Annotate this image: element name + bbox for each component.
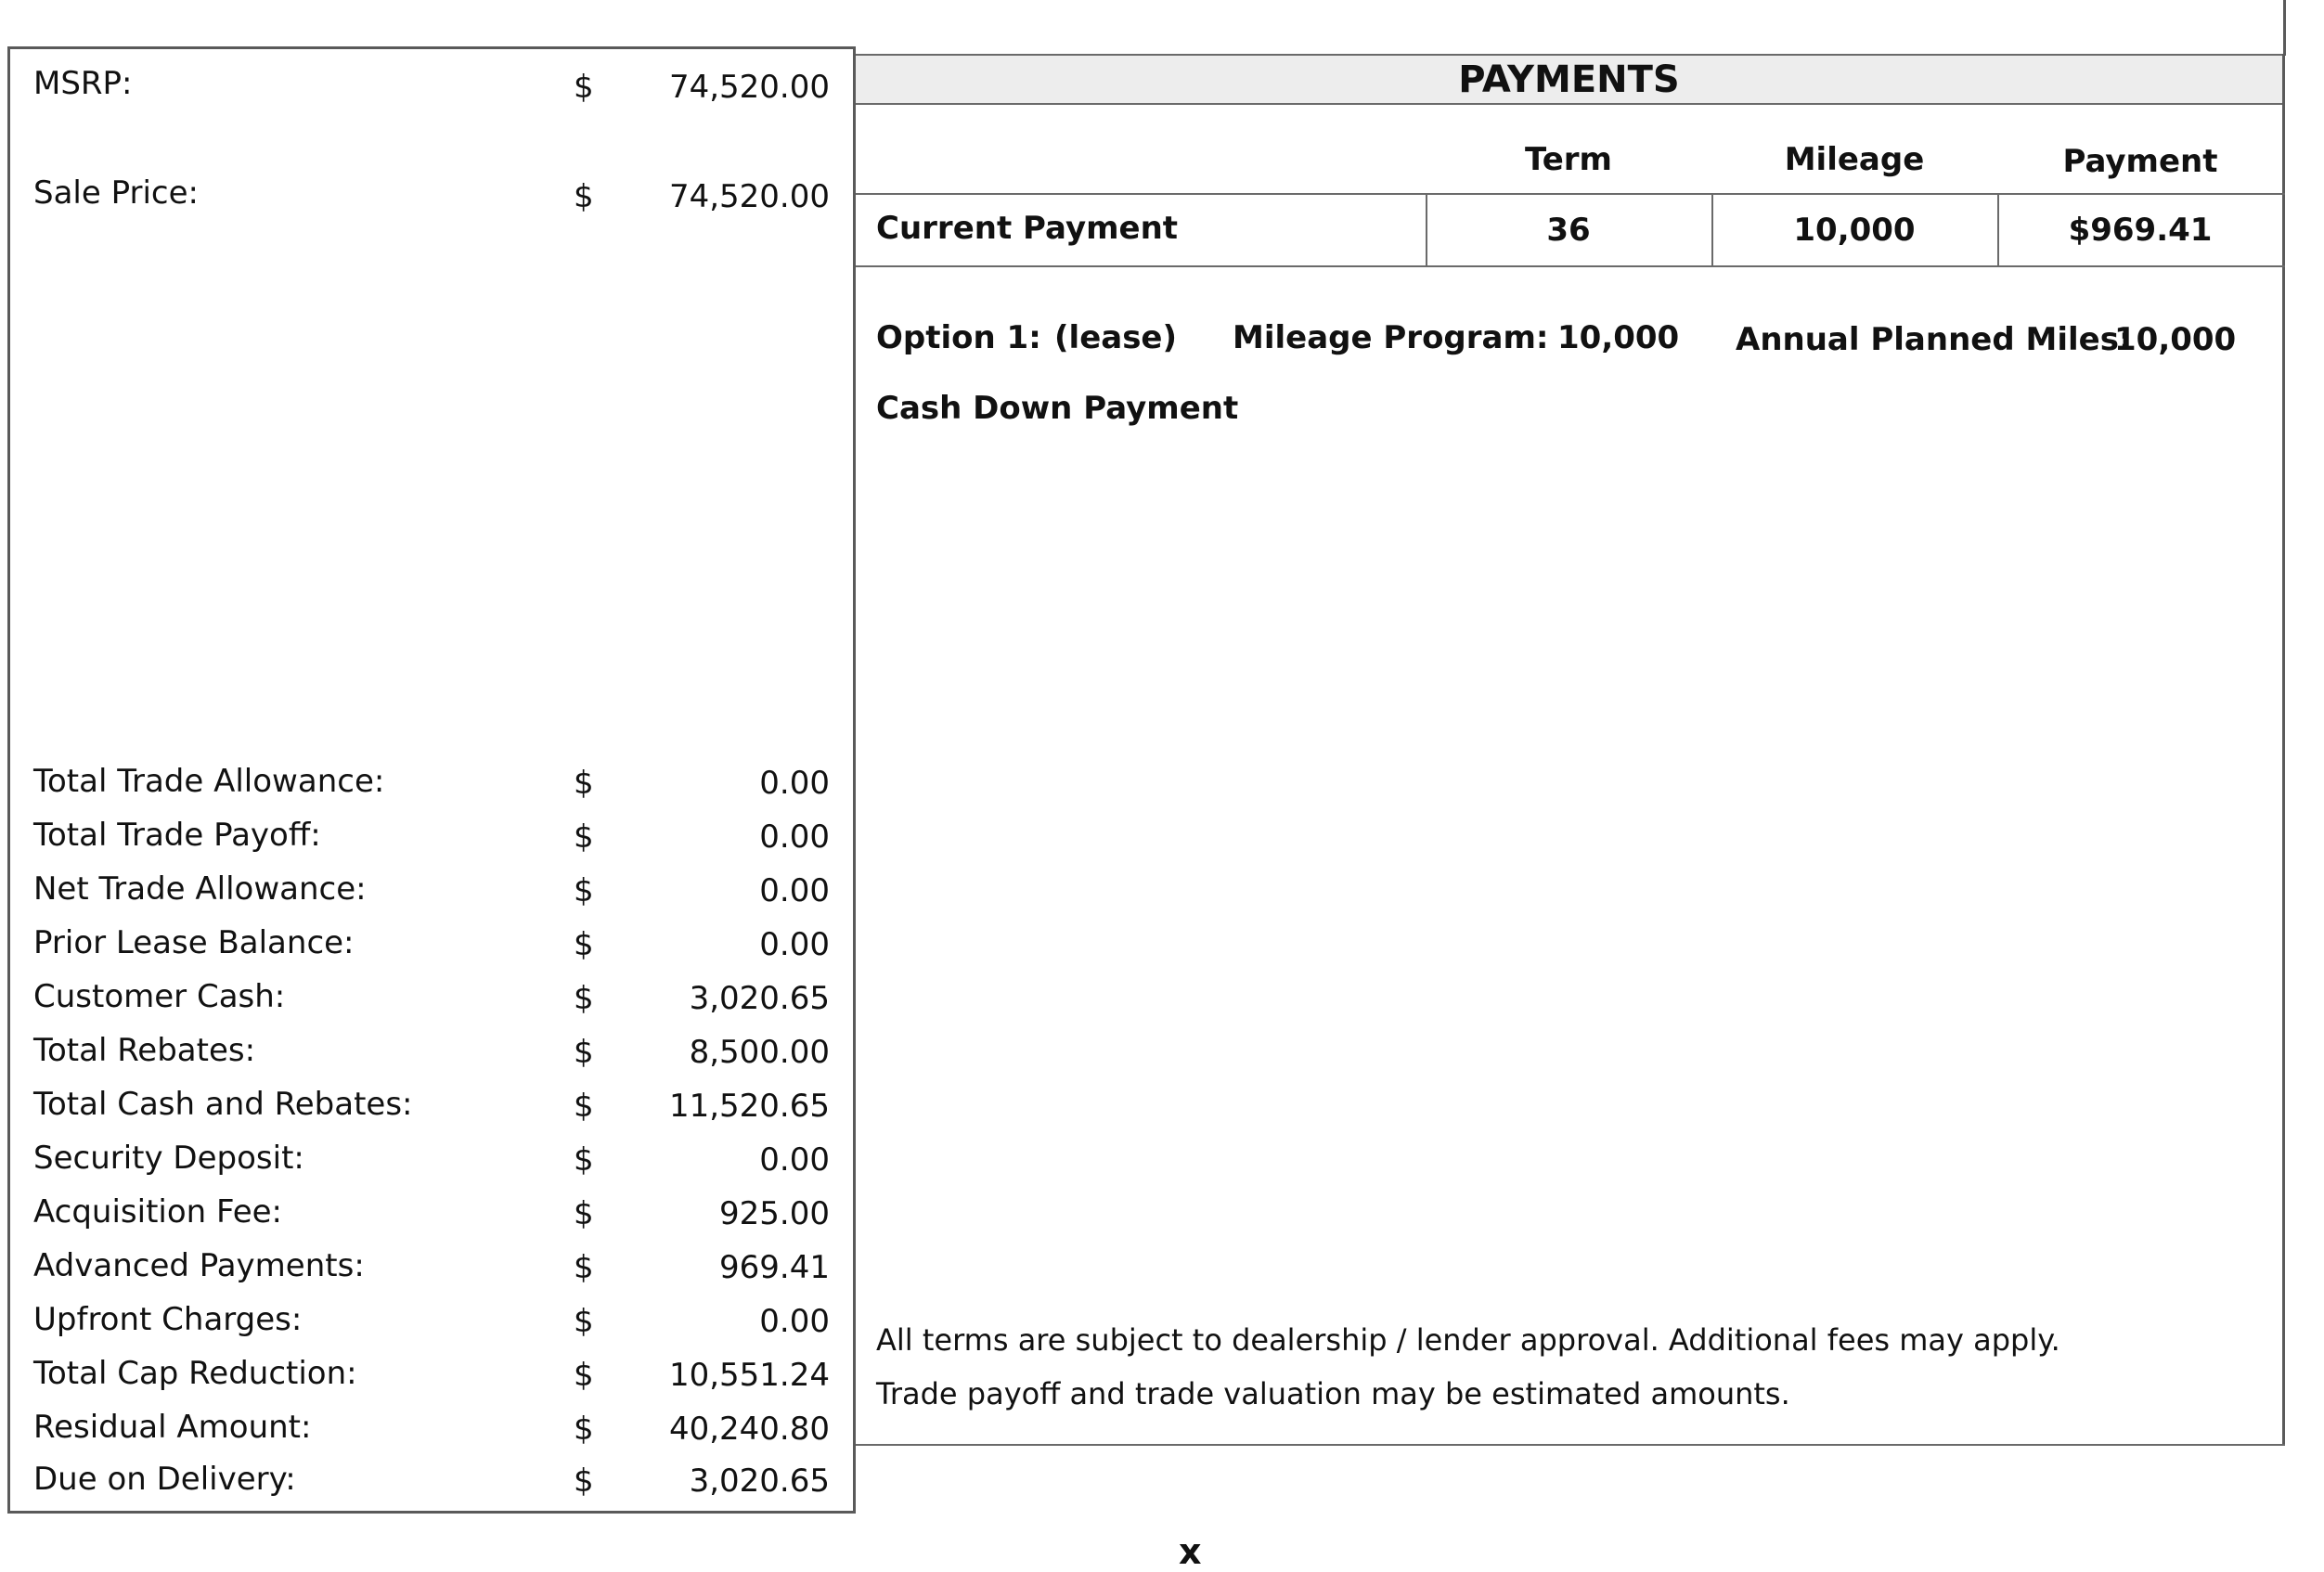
- summary-row-currency: $: [574, 1034, 594, 1071]
- summary-row-label: Total Trade Allowance:: [33, 763, 385, 800]
- summary-row-value: 8,500.00: [689, 1034, 830, 1071]
- annual-miles-label: Annual Planned Miles:: [1736, 321, 2132, 358]
- summary-row-label: Net Trade Allowance:: [33, 870, 367, 908]
- summary-row-label: Customer Cash:: [33, 978, 286, 1015]
- payments-bottom-border: [856, 1444, 2285, 1446]
- summary-row-value: 0.00: [759, 818, 830, 856]
- left-panel-left-border: [7, 46, 10, 1513]
- msrp-currency: $: [574, 69, 594, 106]
- summary-row-label: Total Rebates:: [33, 1032, 256, 1069]
- current-term-value: 36: [1546, 212, 1591, 249]
- summary-row-label: Security Deposit:: [33, 1140, 304, 1177]
- summary-row-currency: $: [574, 1141, 594, 1179]
- summary-row-label: Advanced Payments:: [33, 1247, 365, 1284]
- cash-down-label: Cash Down Payment: [876, 390, 1239, 427]
- summary-row-value: 10,551.24: [668, 1357, 830, 1394]
- page-border-right-top: [2283, 0, 2286, 56]
- summary-row-currency: $: [574, 1249, 594, 1286]
- summary-row-value: 925.00: [719, 1195, 830, 1232]
- annual-miles-value: 10,000: [2114, 321, 2237, 358]
- left-panel-top-border: [7, 46, 856, 49]
- summary-row-value: 969.41: [719, 1249, 830, 1286]
- payments-title: PAYMENTS: [1458, 58, 1680, 101]
- signature-mark: x: [1179, 1531, 1202, 1572]
- summary-row-value: 0.00: [759, 872, 830, 909]
- mileage-program-value: 10,000: [1557, 319, 1680, 356]
- summary-row-currency: $: [574, 1357, 594, 1394]
- summary-row-label: Prior Lease Balance:: [33, 924, 355, 961]
- summary-row-value: 0.00: [759, 926, 830, 963]
- summary-row-value: 3,020.65: [689, 1462, 830, 1500]
- summary-row-currency: $: [574, 872, 594, 909]
- disclaimer-line: Trade payoff and trade valuation may be estimated amounts.: [876, 1376, 1790, 1411]
- disclaimer-line: All terms are subject to dealership / lender approval. Additional fees may apply.: [876, 1322, 2060, 1358]
- current-payment-label: Current Payment: [876, 210, 1179, 247]
- summary-row-label: Residual Amount:: [33, 1409, 312, 1446]
- left-panel-bottom-border: [7, 1511, 856, 1514]
- sale-price-currency: $: [574, 178, 594, 215]
- summary-row-value: 3,020.65: [689, 980, 830, 1017]
- summary-row-currency: $: [574, 765, 594, 802]
- msrp-label: MSRP:: [33, 65, 133, 102]
- summary-row-value: 40,240.80: [668, 1411, 830, 1448]
- summary-row-currency: $: [574, 1462, 594, 1500]
- payment-column-header: Payment: [2062, 143, 2218, 180]
- summary-row-currency: $: [574, 1411, 594, 1448]
- table-bottom-border: [856, 265, 2285, 267]
- msrp-value: 74,520.00: [668, 69, 830, 106]
- summary-row-currency: $: [574, 1303, 594, 1340]
- current-payment-value: $969.41: [2068, 212, 2213, 249]
- summary-row-currency: $: [574, 1088, 594, 1125]
- mileage-column-header: Mileage: [1784, 141, 1925, 178]
- mileage-program-label: Mileage Program:: [1233, 319, 1549, 356]
- option-type: (lease): [1054, 319, 1178, 356]
- option-label: Option 1:: [876, 319, 1041, 356]
- summary-row-label: Acquisition Fee:: [33, 1193, 283, 1231]
- summary-row-label: Total Cap Reduction:: [33, 1355, 357, 1392]
- summary-row-currency: $: [574, 926, 594, 963]
- sale-price-label: Sale Price:: [33, 174, 199, 212]
- term-column-header: Term: [1525, 141, 1612, 178]
- summary-row-currency: $: [574, 818, 594, 856]
- summary-row-value: 0.00: [759, 1303, 830, 1340]
- summary-row-value: 11,520.65: [668, 1088, 830, 1125]
- summary-row-value: 0.00: [759, 1141, 830, 1179]
- summary-row-currency: $: [574, 1195, 594, 1232]
- summary-row-label: Total Trade Payoff:: [33, 817, 321, 854]
- sale-price-value: 74,520.00: [668, 178, 830, 215]
- summary-row-value: 0.00: [759, 765, 830, 802]
- table-top-border: [856, 193, 2285, 195]
- summary-row-label: Total Cash and Rebates:: [33, 1086, 413, 1123]
- summary-row-currency: $: [574, 980, 594, 1017]
- current-mileage-value: 10,000: [1793, 212, 1916, 249]
- summary-row-label: Due on Delivery:: [33, 1461, 296, 1498]
- payments-right-border: [2282, 54, 2285, 1446]
- summary-row-label: Upfront Charges:: [33, 1301, 303, 1338]
